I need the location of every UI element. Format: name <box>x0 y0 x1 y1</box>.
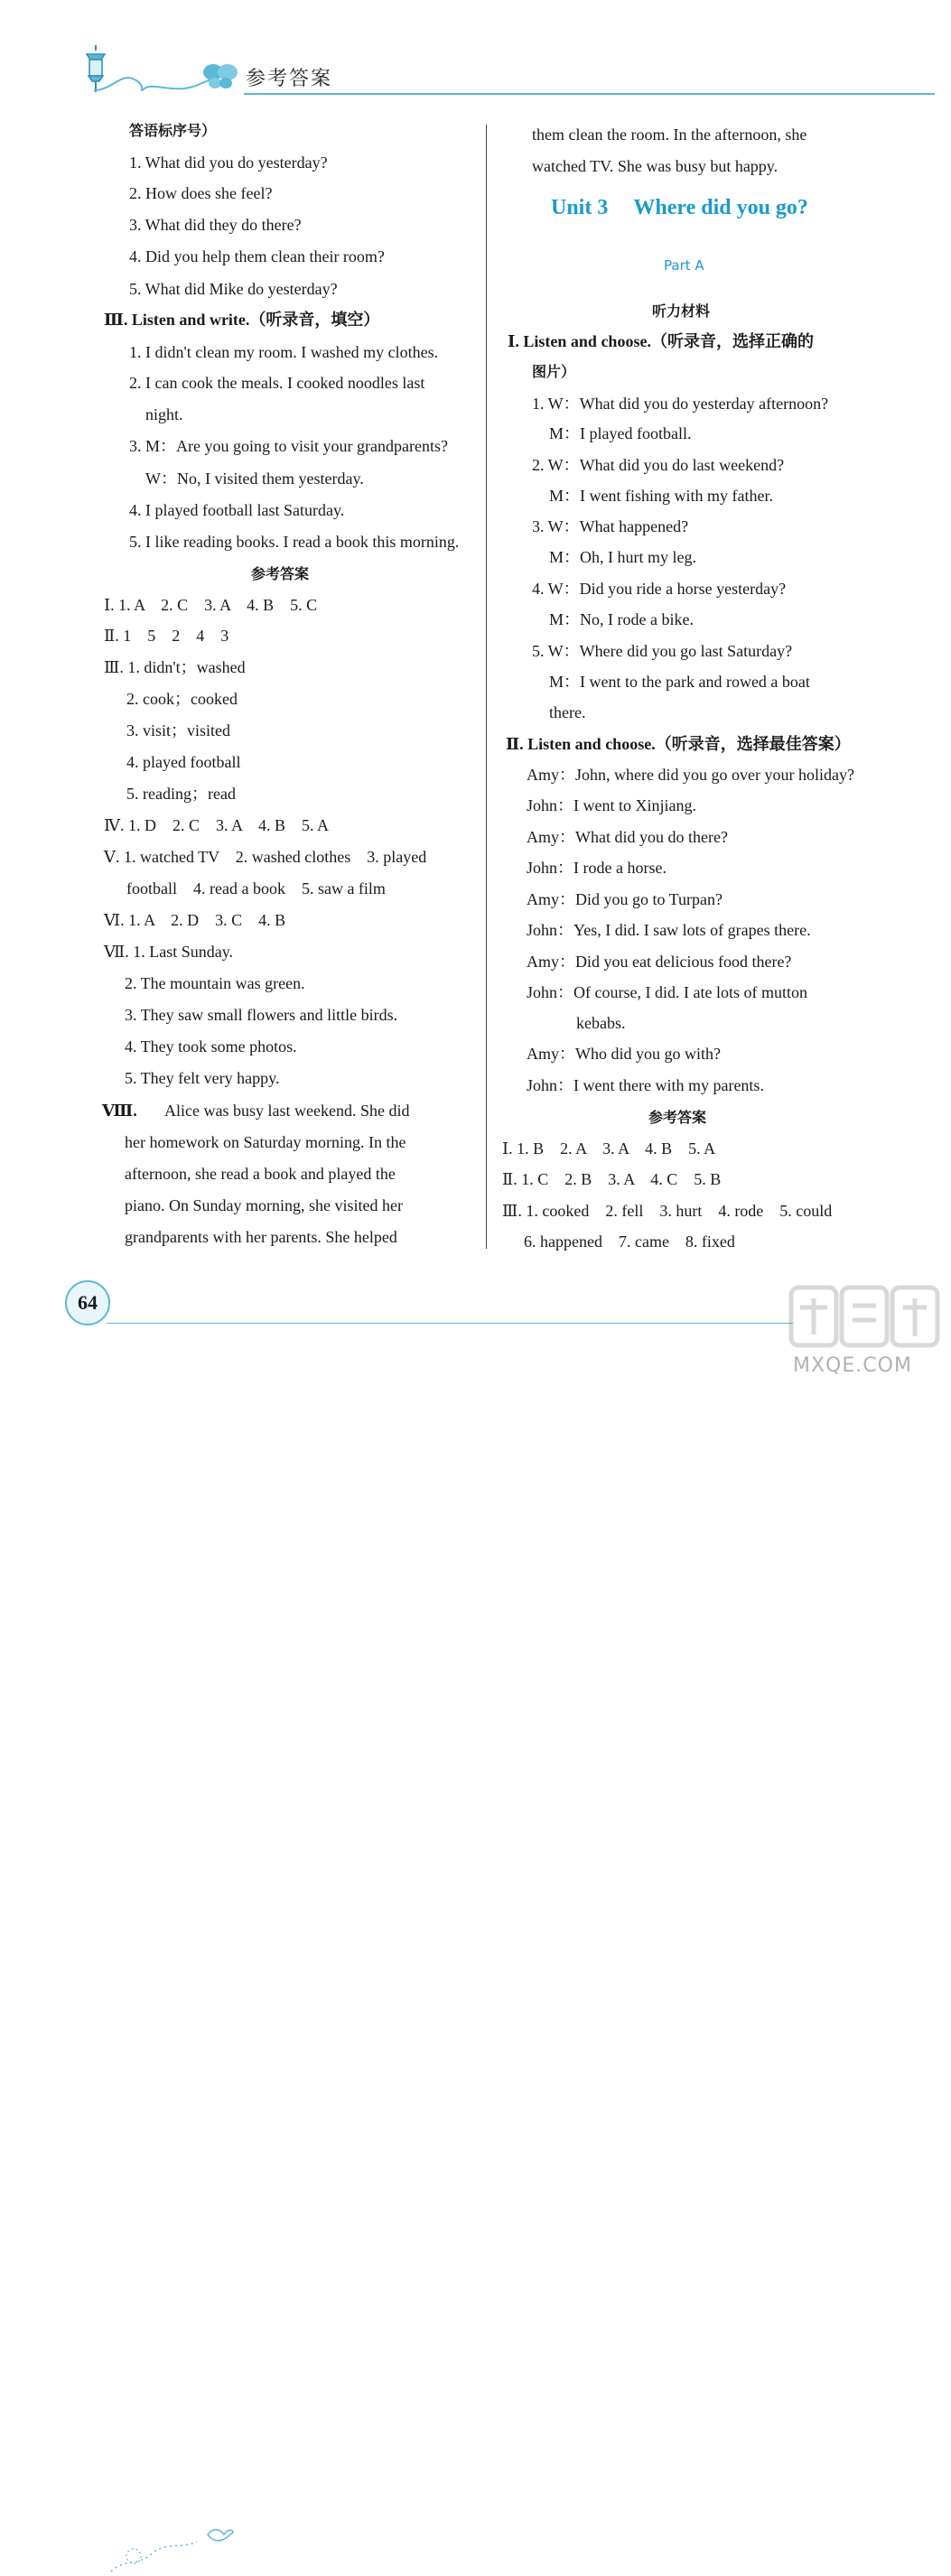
header-rule <box>244 93 935 95</box>
dialog-line: John：Of course, I did. I ate lots of mutton <box>527 983 807 1001</box>
list-item: 5. What did Mike do yesterday? <box>129 280 338 298</box>
dialog-line: M：I went to the park and rowed a boat <box>549 673 810 691</box>
list-item: 3. What did they do there? <box>129 216 302 234</box>
dialog-line: M：Oh, I hurt my leg. <box>549 548 696 566</box>
list-item: 4. Did you help them clean their room? <box>129 247 385 265</box>
dialog-line: 4. W：Did you ride a horse yesterday? <box>532 580 787 598</box>
footer-rule <box>107 1323 793 1324</box>
paragraph-line: Alice was busy last weekend. She did <box>164 1102 410 1120</box>
bird-icon <box>206 2524 235 2545</box>
page-number: 64 <box>65 1280 110 1325</box>
column-divider <box>486 125 487 1249</box>
answer-line: 6. happened 7. came 8. fixed <box>524 1232 735 1251</box>
answer-line: 4. played football <box>126 753 241 771</box>
list-item: W：No, I visited them yesterday. <box>145 470 364 488</box>
list-item: 4. I played football last Saturday. <box>129 501 345 519</box>
dialog-line: John：Yes, I did. I saw lots of grapes there. <box>527 921 811 939</box>
paragraph-line: piano. On Sunday morning, she visited her <box>125 1196 403 1214</box>
list-item: 1. I didn't clean my room. I washed my clothes. <box>129 343 439 361</box>
answers-title: 参考答案 <box>251 565 310 582</box>
section-tail: 答语标序号） <box>129 122 217 139</box>
answer-line: Ⅵ. 1. A 2. D 3. C 4. B <box>104 911 286 929</box>
answer-line: Ⅲ. 1. cooked 2. fell 3. hurt 4. rode 5. could <box>502 1202 833 1220</box>
dialog-line: Amy：Who did you go with? <box>527 1045 721 1063</box>
dialog-line: 2. W：What did you do last weekend? <box>532 456 785 474</box>
answers-title: 参考答案 <box>648 1109 707 1126</box>
dialog-line: 1. W：What did you do yesterday afternoon? <box>532 395 829 413</box>
list-item: 3. M：Are you going to visit your grandparents? <box>129 437 448 455</box>
dialog-line: 3. W：What happened? <box>532 517 689 535</box>
dialog-line: Amy：John, where did you go over your holiday? <box>527 766 854 784</box>
section-heading-cont: 图片） <box>532 363 576 380</box>
watermark-url: MXQE.COM <box>793 1354 912 1377</box>
answer-line: 2. The mountain was green. <box>125 974 305 992</box>
dialog-line: there. <box>549 703 586 721</box>
paragraph-line: them clean the room. In the afternoon, she <box>532 126 807 144</box>
dialog-line: John：I went to Xinjiang. <box>527 796 696 814</box>
page-header <box>0 0 951 99</box>
dialog-line: Amy：Did you eat delicious food there? <box>527 953 792 971</box>
part-label: Part A <box>664 257 704 274</box>
answer-line: Ⅱ. 1 5 2 4 3 <box>104 627 229 645</box>
answer-line: 5. They felt very happy. <box>125 1069 280 1087</box>
answer-line: football 4. read a book 5. saw a film <box>126 879 386 897</box>
header-title: 参考答案 <box>246 68 333 90</box>
list-item: 2. I can cook the meals. I cooked noodles last <box>129 374 425 392</box>
unit-name: Where did you go? <box>633 196 808 219</box>
list-item: night. <box>145 405 183 423</box>
paragraph-line: afternoon, she read a book and played the <box>125 1165 396 1183</box>
list-item: 5. I like reading books. I read a book this morning. <box>129 533 460 551</box>
section-label: Ⅷ. <box>102 1102 137 1120</box>
unit-title <box>551 196 808 220</box>
answer-line: Ⅰ. 1. A 2. C 3. A 4. B 5. C <box>104 596 318 614</box>
section-heading: Ⅰ. Listen and choose.（听录音，选择正确的 <box>508 332 814 350</box>
material-title: 听力材料 <box>652 302 711 320</box>
answer-line: 5. reading；read <box>126 785 236 803</box>
answer-line: 3. visit；visited <box>126 721 231 739</box>
dialog-line: M：I played football. <box>549 424 692 442</box>
dialog-line: John：I rode a horse. <box>527 859 667 877</box>
dialog-line: Amy：What did you do there? <box>527 828 728 846</box>
answer-line: Ⅱ. 1. C 2. B 3. A 4. C 5. B <box>502 1170 722 1188</box>
answer-line: Ⅴ. 1. watched TV 2. washed clothes 3. played <box>104 848 427 866</box>
dialog-line: M：I went fishing with my father. <box>549 487 773 505</box>
section-heading: Ⅲ. Listen and write.（听录音，填空） <box>104 311 380 329</box>
butterfly-icon <box>200 60 240 92</box>
dialog-line: 5. W：Where did you go last Saturday? <box>532 642 793 660</box>
answer-line: Ⅳ. 1. D 2. C 3. A 4. B 5. A <box>104 816 330 834</box>
answer-line: 4. They took some photos. <box>125 1037 297 1056</box>
dialog-line: Amy：Did you go to Turpan? <box>527 890 723 908</box>
dialog-line: John：I went there with my parents. <box>527 1076 764 1094</box>
paragraph-line: her homework on Saturday morning. In the <box>125 1133 406 1151</box>
list-item: 1. What did you do yesterday? <box>129 153 328 172</box>
paragraph-line: grandparents with her parents. She helped <box>125 1228 397 1246</box>
paragraph-line: watched TV. She was busy but happy. <box>532 157 779 175</box>
unit-number: Unit 3 <box>551 196 609 219</box>
answer-line: Ⅲ. 1. didn't；washed <box>104 658 246 676</box>
answer-line: 2. cook；cooked <box>126 690 238 708</box>
dialog-line: kebabs. <box>576 1014 626 1032</box>
section-heading: Ⅱ. Listen and choose.（听录音，选择最佳答案） <box>506 735 851 753</box>
list-item: 2. How does she feel? <box>129 184 273 202</box>
answer-line: 3. They saw small flowers and little birds. <box>125 1006 398 1024</box>
answer-line: Ⅰ. 1. B 2. A 3. A 4. B 5. A <box>502 1139 716 1158</box>
answer-line: Ⅶ. 1. Last Sunday. <box>104 943 234 961</box>
dialog-line: M：No, I rode a bike. <box>549 610 694 628</box>
